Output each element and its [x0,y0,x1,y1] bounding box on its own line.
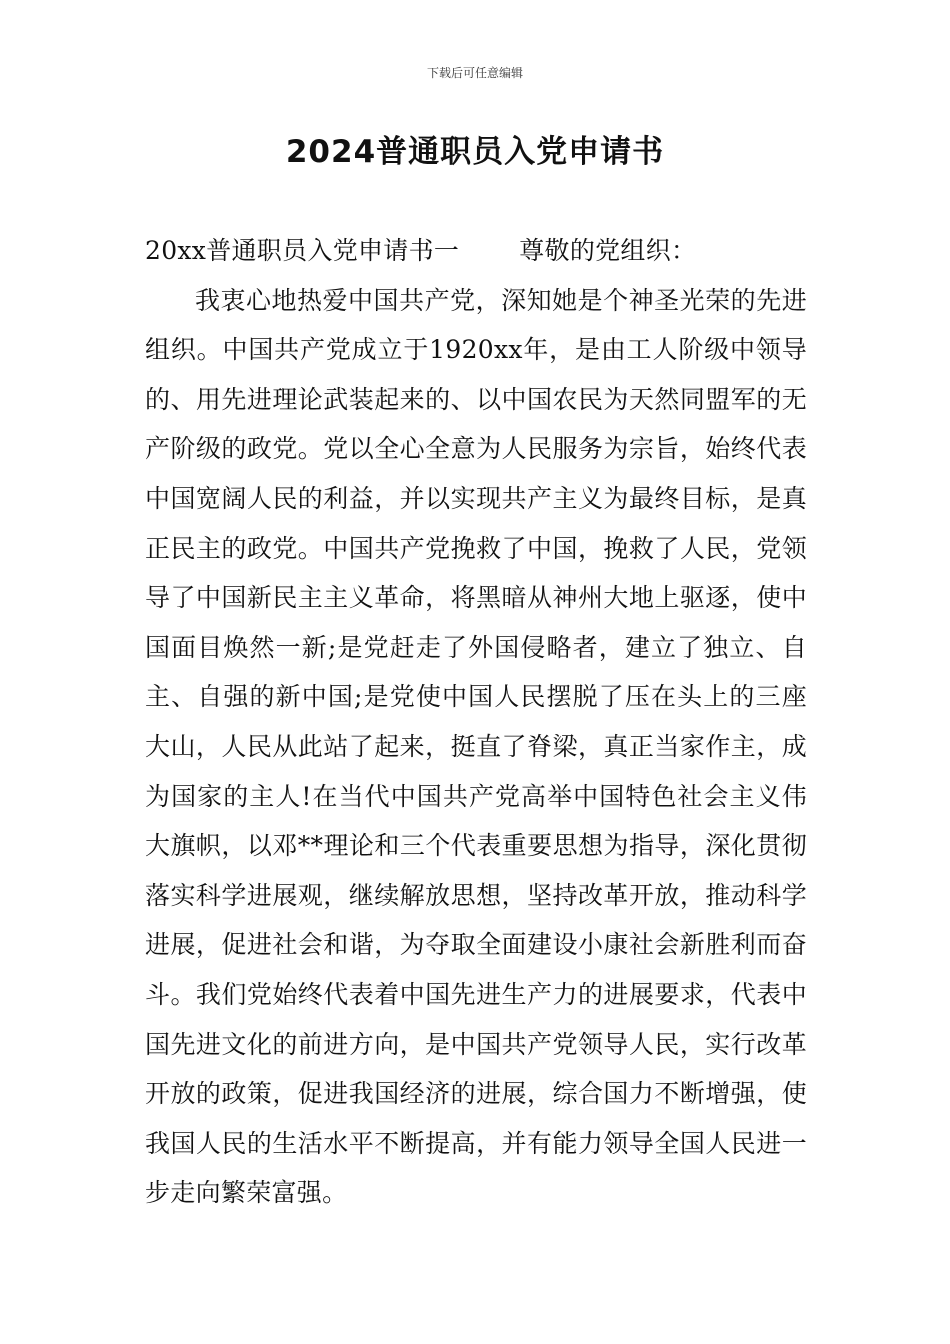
document-body [145,226,807,1218]
section-heading: 20xx普通职员入党申请书一 [145,236,460,265]
section-heading-line [145,226,807,276]
salutation: 尊敬的党组织： [519,236,697,265]
body-paragraph: 我衷心地热爱中国共产党，深知她是个神圣光荣的先进组织。中国共产党成立于1920xx年，是由工人阶级中领导的、用先进理论武装起来的、以中国农民为天然同盟军的无产阶级的政党。党以全心全意为人民服务为宗旨，始终代表中国宽阔人民的利益，并以实现共产主义为最终目标，是真正民主的政党。中国共产党挽救了中国，挽救了人民，党领导了中国新民主主义革命，将黑暗从神州大地上驱逐，使中国面目焕然一新;是党赶走了外国侵略者，建立了独立、自主、自强的新中国;是党使中国人民摆脱了压在头上的三座大山，人民从此站了起来，挺直了脊梁，真正当家作主，成为国家的主人!在当代中国共产党高举中国特色社会主义伟大旗帜，以邓**理论和三个代表重要思想为指导，深化贯彻落实科学进展观，继续解放思想，坚持改革开放，推动科学进展，促进社会和谐，为夺取全面建设小康社会新胜利而奋斗。我们党始终代表着中国先进生产力的进展要求，代表中国先进文化的前进方向，是中国共产党领导人民，实行改革开放的政策，促进我国经济的进展，综合国力不断增强，使我国人民的生活水平不断提高，并有能力领导全国人民进一步走向繁荣富强。 [145,285,807,1208]
page-header-note: 下载后可任意编辑 [426,66,523,80]
document-title: 2024普通职员入党申请书 [285,134,665,170]
